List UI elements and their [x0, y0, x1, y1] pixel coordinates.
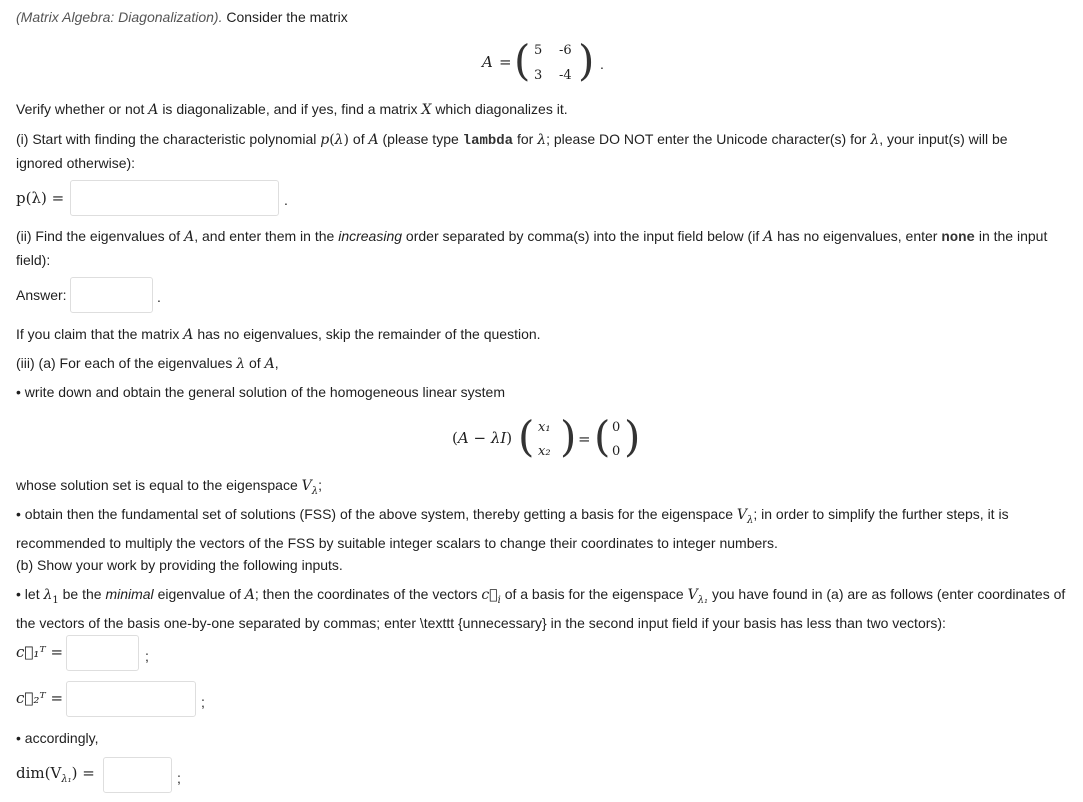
- matrix-display: A = ( 5 -6 3 -4 ) .: [482, 36, 604, 85]
- bullet-homogeneous: • write down and obtain the general solution of the homogeneous linear system: [16, 384, 505, 400]
- consider-label: Consider the matrix: [226, 9, 348, 25]
- bullet-let: • let $\lambda_1$ be the minimal eigenvalue of A; then the coordinates of the vectors $c⃗_i$ of a basis for the eigenspace $V_{\lambda_1}$ you have found in (a) are as follows (enter coordinates of the vectors of the basis one-by-one separated by commas; enter \texttt {unnecessary} in the second input field if your basis has less than two vectors):: [16, 586, 1066, 631]
- problem-title: [16, 9, 348, 25]
- char-poly-input[interactable]: [70, 180, 279, 216]
- x1-variable: x₁: [538, 420, 551, 435]
- eigenvalues-input[interactable]: [70, 277, 153, 313]
- left-paren: (: [514, 36, 531, 85]
- skip-paragraph: If you claim that the matrix A has no eigenvalues, skip the remainder of the question.: [16, 326, 541, 343]
- right-paren: ): [578, 36, 595, 85]
- c2-input[interactable]: [66, 681, 196, 717]
- part-ii-paragraph: (ii) Find the eigenvalues of A, and enter them in the increasing order separated by comma(s) into the input field below (if A has no eigenvalues, enter none in the input field):: [16, 228, 1048, 268]
- part-b-heading: (b) Show your work by providing the following inputs.: [16, 557, 343, 573]
- solution-set-line: whose solution set is equal to the eigenspace $V_\lambda$;: [16, 477, 322, 497]
- bullet-accordingly: • accordingly,: [16, 730, 99, 746]
- answer-label: Answer:: [16, 287, 67, 303]
- dim-input[interactable]: [103, 757, 172, 793]
- matrix-entry: 5: [534, 43, 543, 58]
- matrix-entry: -4: [559, 68, 572, 83]
- topic-label: (Matrix Algebra: Diagonalization).: [16, 9, 223, 25]
- c1-input[interactable]: [66, 635, 139, 671]
- part-i-paragraph: (i) Start with finding the characteristic polynomial p(λ) of A (please type lambda for λ; please DO NOT enter the Unicode character(s) for λ, your input(s) will be ignored otherwise):: [16, 131, 1008, 171]
- zero-entry: 0: [612, 444, 621, 459]
- matrix-entry: -6: [559, 43, 572, 58]
- code-none: none: [941, 230, 975, 246]
- matrix-name: A: [482, 53, 493, 71]
- matrix-entry: 3: [534, 68, 543, 83]
- code-lambda: lambda: [462, 133, 514, 149]
- bullet-fss: • obtain then the fundamental set of solutions (FSS) of the above system, thereby getting a basis for the eigenspace $V_\lambda$; in order to simplify the further steps, it is recommended to multiply the vectors of the FSS by suitable integer scalars to change their coordinates to integer numbers.: [16, 506, 1009, 551]
- c2-label: c⃗₂ᵀ =: [16, 689, 64, 707]
- homogeneous-system: (A − λI) ( x₁ x₂ ) = ( 0 0 ): [452, 412, 641, 461]
- p-lambda-label: p(λ) =: [16, 189, 65, 207]
- part-iii-heading: (iii) (a) For each of the eigenvalues λ of A,: [16, 355, 279, 372]
- verify-paragraph: Verify whether or not A is diagonalizable, and if yes, find a matrix X which diagonalizes it.: [16, 101, 568, 118]
- x2-variable: x₂: [538, 444, 551, 459]
- dim-label: $dim(V_{\lambda_1})$ =: [16, 764, 95, 785]
- c1-label: c⃗₁ᵀ =: [16, 643, 64, 661]
- zero-entry: 0: [612, 420, 621, 435]
